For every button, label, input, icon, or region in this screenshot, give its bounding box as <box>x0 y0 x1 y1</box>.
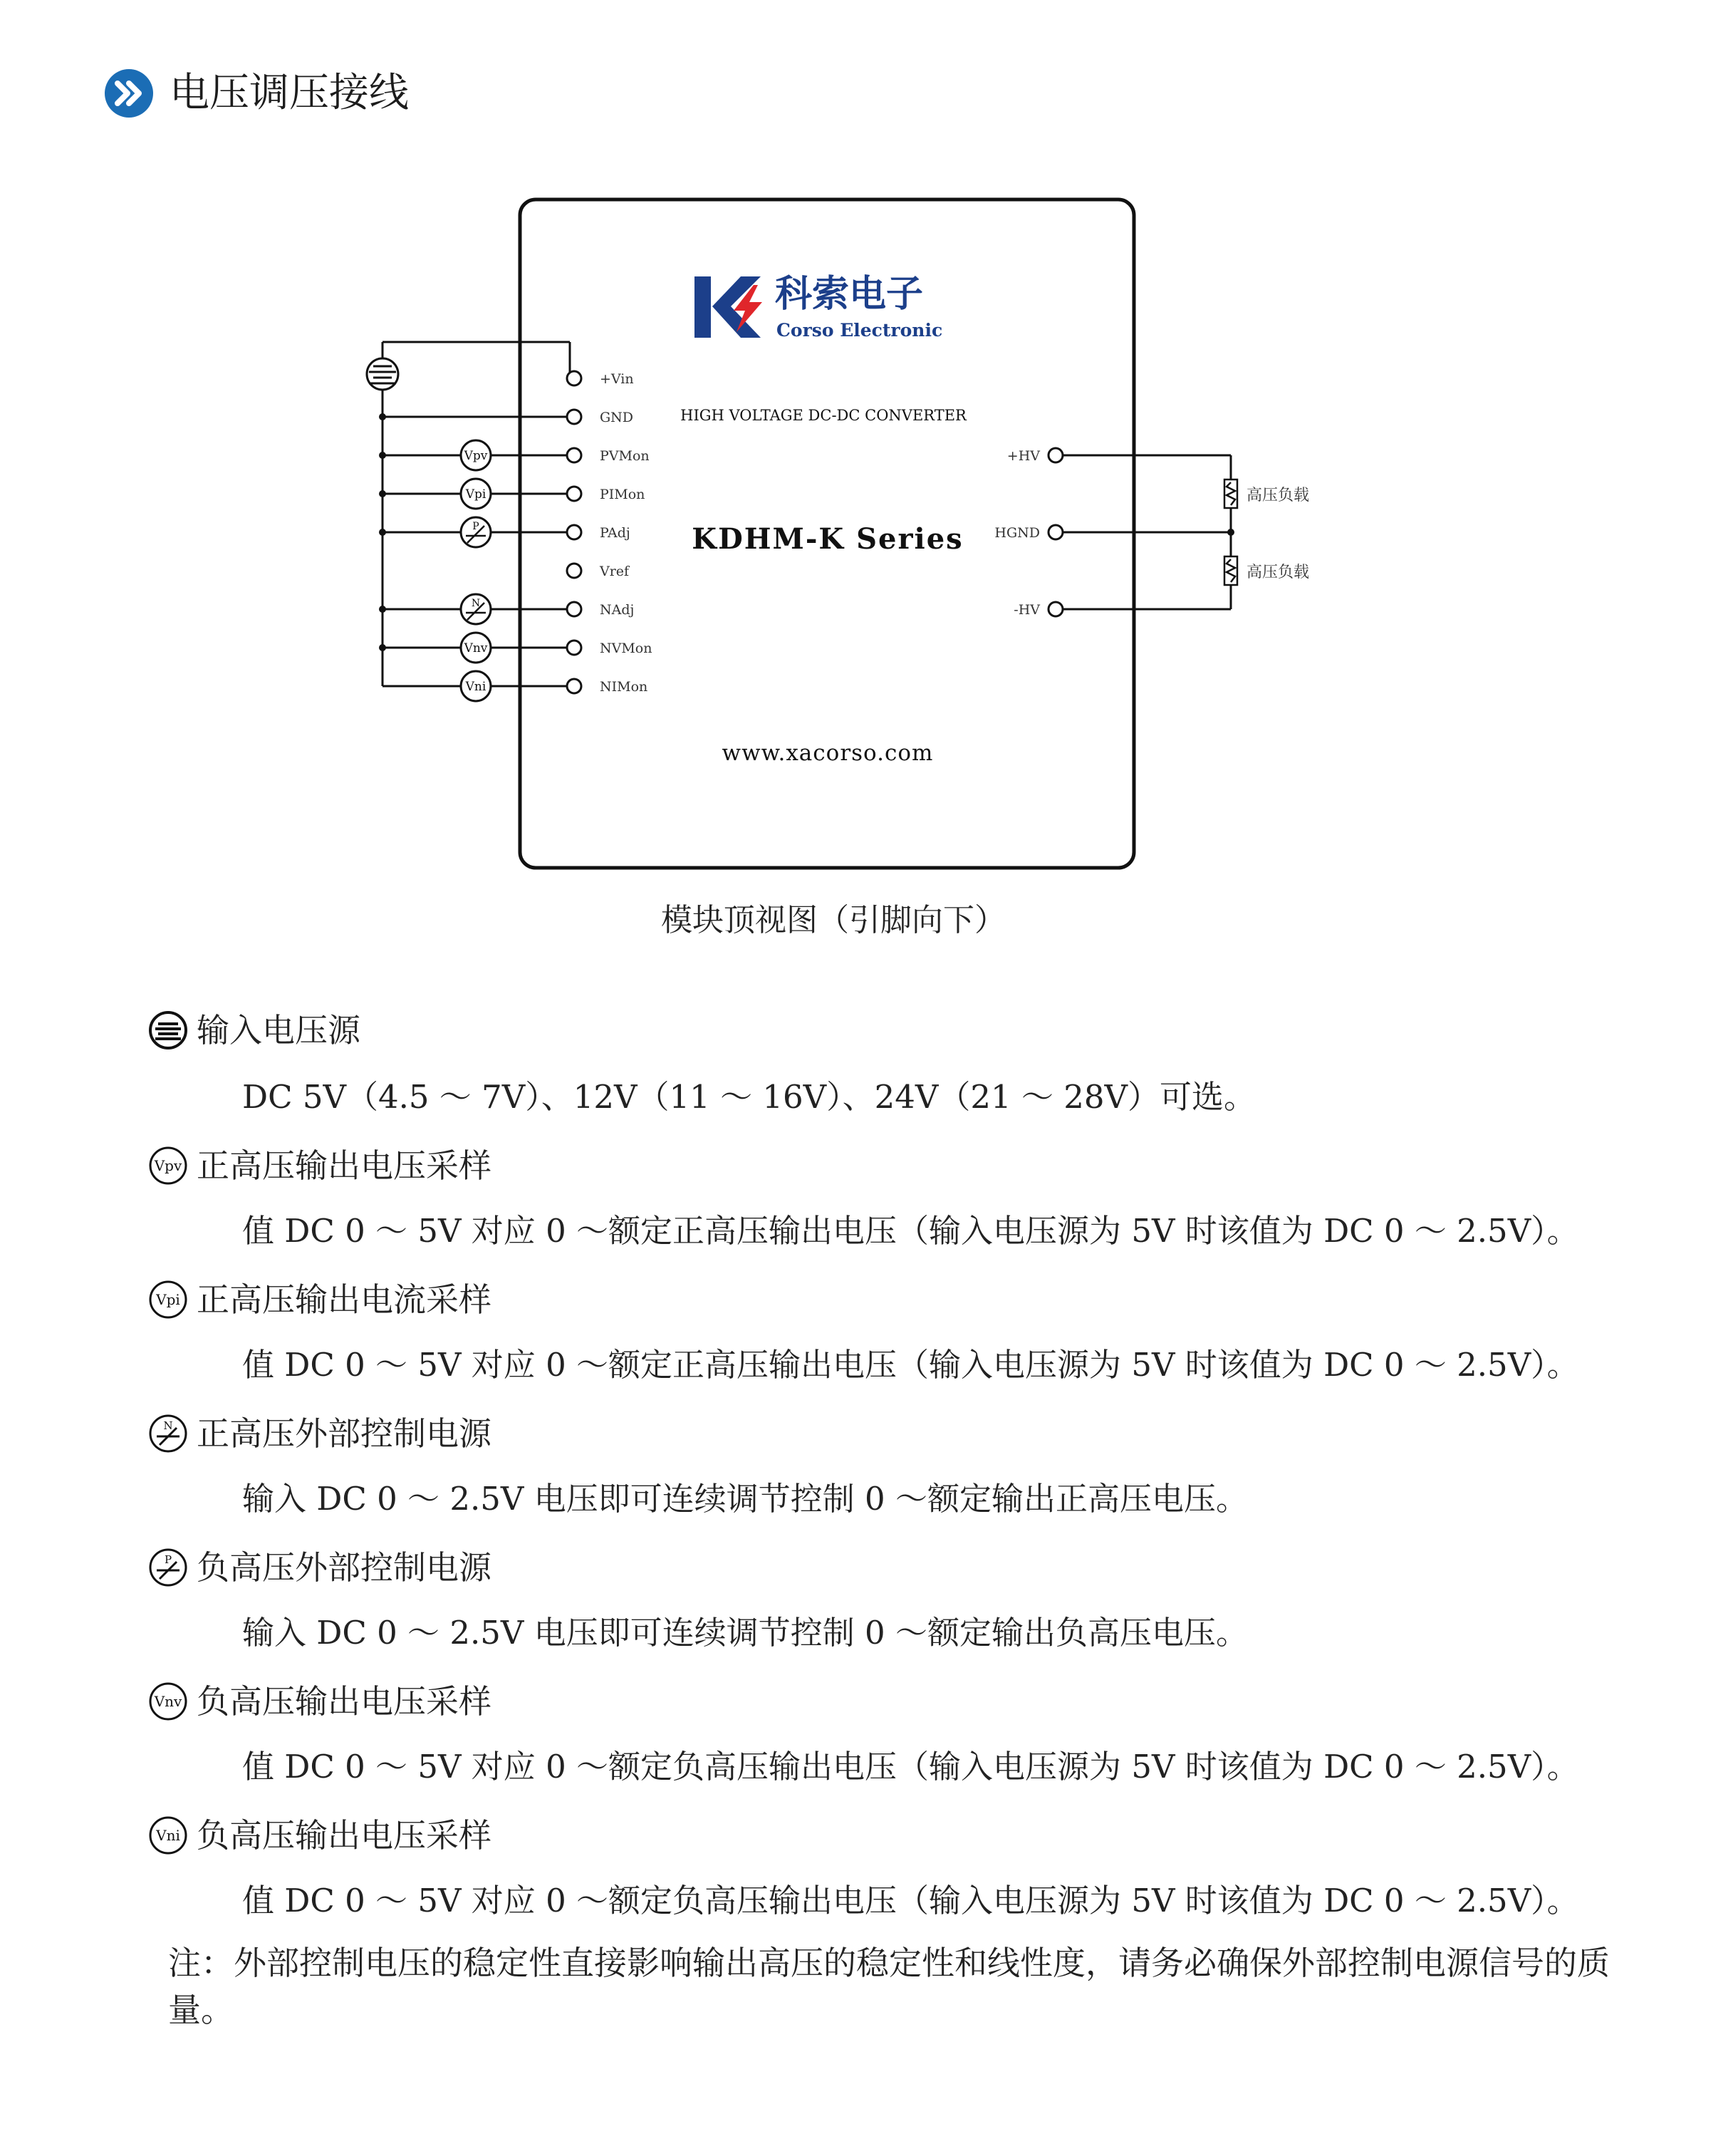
vpi-meter-label: Vpi <box>465 487 486 502</box>
section-heading: 电压调压接线 <box>170 70 409 116</box>
svg-text:Vpv: Vpv <box>154 1157 182 1174</box>
padj-label: P <box>472 521 479 532</box>
power-source-icon <box>367 358 398 390</box>
vnv-meter-icon <box>148 1681 188 1721</box>
pin-label-pvmon: PVMon <box>600 448 650 464</box>
load-label-upper: 高压负载 <box>1247 487 1310 504</box>
svg-text:Vni: Vni <box>156 1827 180 1844</box>
legend-desc-nadj: 输入 DC 0 ～ 2.5V 电压即可连续调节控制 0 ～额定输出正高压电压。 <box>242 1480 1248 1518</box>
pin-label-vref: Vref <box>600 564 630 579</box>
legend-title-power: 输入电压源 <box>197 1011 360 1050</box>
module-subtitle: HIGH VOLTAGE DC-DC CONVERTER <box>680 407 967 424</box>
power-source-icon <box>148 1010 188 1050</box>
pin-label-nimon: NIMon <box>600 679 648 695</box>
hgnd-junction <box>1227 529 1234 536</box>
vni-meter-icon <box>148 1815 188 1855</box>
brand-en: Corso Electronic <box>776 320 943 341</box>
legend-desc-vnv: 值 DC 0 ～ 5V 对应 0 ～额定负高压输出电压（输入电压源为 5V 时该值为 DC 0 ～ 2.5V）。 <box>242 1748 1579 1786</box>
module-model: KDHM-K Series <box>692 522 964 556</box>
vnv-meter-label: Vnv <box>464 641 488 655</box>
vpv-meter-label: Vpv <box>464 449 488 463</box>
legend-desc-vpv: 值 DC 0 ～ 5V 对应 0 ～额定正高压输出电压（输入电压源为 5V 时该值为 DC 0 ～ 2.5V）。 <box>242 1212 1579 1250</box>
legend-desc-vni: 值 DC 0 ～ 5V 对应 0 ～额定负高压输出电压（输入电压源为 5V 时该值为 DC 0 ～ 2.5V）。 <box>242 1882 1579 1919</box>
p-adjust-source-icon <box>148 1548 188 1587</box>
wiring-diagram <box>0 0 1733 898</box>
load-label-lower: 高压负载 <box>1247 564 1310 581</box>
module-website: www.xacorso.com <box>722 740 934 766</box>
legend-title-vpv: 正高压输出电压采样 <box>197 1146 491 1185</box>
footnote: 注：外部控制电压的稳定性直接影响输出高压的稳定性和线性度，请务必确保外部控制电源信号的质量。 <box>168 1944 1610 2029</box>
svg-text:Vnv: Vnv <box>154 1693 182 1710</box>
pin-label-hv-plus: +HV <box>1006 448 1040 464</box>
legend-title-nadj: 正高压外部控制电源 <box>197 1414 491 1453</box>
svg-text:Vpi: Vpi <box>156 1291 180 1308</box>
pin-label-hv-minus: -HV <box>1014 602 1040 618</box>
vpi-meter-icon <box>148 1280 188 1320</box>
vpv-meter-icon <box>148 1146 188 1186</box>
pin-label-gnd: GND <box>600 410 634 425</box>
left-pin-circles <box>567 371 581 693</box>
legend-desc-power: DC 5V（4.5 ～ 7V）、12V（11 ～ 16V）、24V（21 ～ 28V）可选。 <box>242 1078 1256 1116</box>
legend-title-padj: 负高压外部控制电源 <box>197 1548 491 1587</box>
n-adjust-source-icon <box>148 1414 188 1453</box>
vni-meter-label: Vni <box>465 680 486 694</box>
pin-label-nadj: NAdj <box>600 602 635 618</box>
legend-desc-vpi: 值 DC 0 ～ 5V 对应 0 ～额定正高压输出电压（输入电压源为 5V 时该值为 DC 0 ～ 2.5V）。 <box>242 1346 1579 1384</box>
legend-title-vpi: 正高压输出电流采样 <box>197 1280 491 1319</box>
pin-label-hgnd: HGND <box>994 525 1040 541</box>
nadj-label: N <box>471 598 481 609</box>
legend-title-vni: 负高压输出电压采样 <box>197 1816 491 1855</box>
legend-desc-padj: 输入 DC 0 ～ 2.5V 电压即可连续调节控制 0 ～额定输出负高压电压。 <box>242 1614 1248 1652</box>
pin-label-padj: PAdj <box>600 525 630 541</box>
svg-text:P: P <box>164 1553 172 1566</box>
svg-text:N: N <box>163 1419 173 1432</box>
diagram-caption: 模块顶视图（引脚向下） <box>661 902 1006 938</box>
pin-label-nvmon: NVMon <box>600 641 652 656</box>
brand-cn: 科索电子 <box>775 272 924 316</box>
pin-label-vin: +Vin <box>600 371 634 387</box>
pin-label-pimon: PIMon <box>600 487 645 502</box>
legend-title-vnv: 负高压输出电压采样 <box>197 1682 491 1721</box>
